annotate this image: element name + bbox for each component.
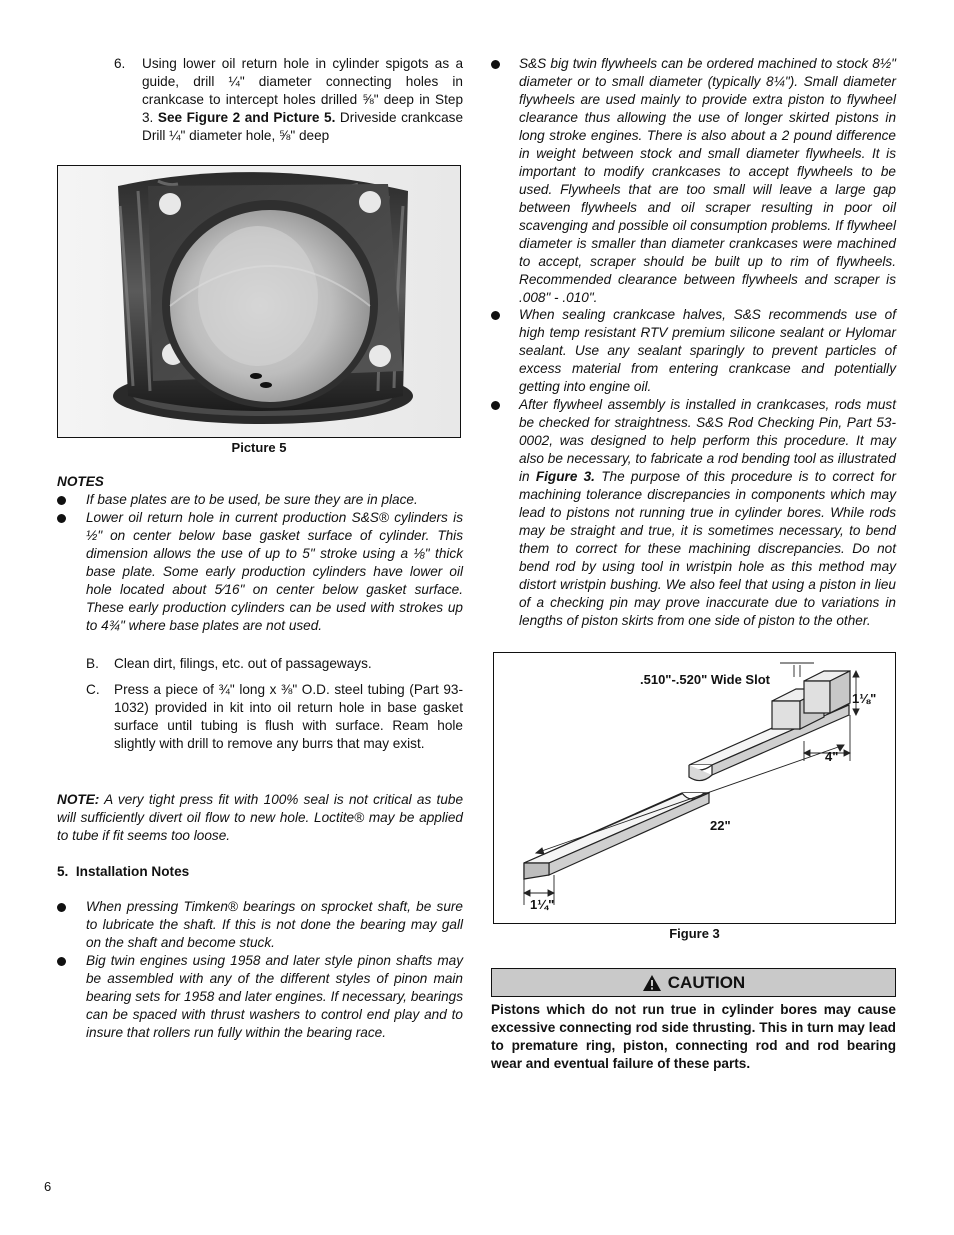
note-label: NOTE:	[57, 792, 100, 807]
four-inch-label: 4"	[825, 749, 839, 764]
width-label: 1¼"	[530, 897, 555, 912]
figure-3-caption: Figure 3	[669, 926, 720, 941]
caution-banner	[491, 968, 896, 997]
slot-label: .510"-.520" Wide Slot	[640, 672, 770, 687]
caution-title: CAUTION	[667, 972, 746, 992]
picture-5-caption: Picture 5	[231, 440, 287, 455]
bullet-dot-icon	[491, 401, 500, 410]
rod-check-note-text: After flywheel assembly is installed in crankcases, rods must be checked for straightness. S&S Rod Checking Pin, Part 53-0002, was designed to help perform this procedure. It may also be necessary, to fabricate a rod bending tool as illustrated in Figure 3. The purpose of this procedure is to correct for machining tolerance discrepancies in components which may lead to pistons not running true in cylinder bores. While rods may be straight and true, it is sometimes necessary, to bend them to correct for these machining discrepancies. Do not bend rod by using tool in wristpin hole as this method may distort wristpin bushing. We also feel that using a piston in lieu of a checking pin may prove inaccurate due to variations in lengths of piston skirts from one side of piston to the other.	[519, 397, 896, 628]
install-note-text: When pressing Timken® bearings on sprocket shaft, be sure to lubricate the shaft. If this is not done the bearing may gall on the shaft and become stuck.	[86, 899, 463, 950]
note-text: A very tight press fit with 100% seal is not critical as tube will sufficiently divert oil flow to new hole. Loctite® may be applied to tube if fit seems too loose.	[57, 792, 464, 843]
notes-heading: NOTES	[57, 474, 104, 489]
page-number: 6	[44, 1179, 52, 1194]
step-text: Using lower oil return hole in cylinder spigots as a guide, drill ¼" diameter connecting holes in crankcase to intercept holes drilled ⅝" deep in Step 3. See Figure 2 and Picture 5. Driveside crankcase Drill ¼" diameter hole, ⅝" deep	[142, 56, 464, 143]
warning-triangle-icon	[642, 974, 662, 992]
step-number: B.	[86, 656, 99, 671]
notes-item-text: If base plates are to be used, be sure they are in place.	[86, 492, 418, 507]
sealant-note-text: When sealing crankcase halves, S&S recommends use of high temp resistant RTV premium silicone sealant or Hylomar sealant. Use any sealant sparingly to prevent particles of excess material from entering crankcase and potentially getting into engine oil.	[519, 307, 896, 394]
caution-text: Pistons which do not run true in cylinder bores may cause excessive connecting rod side thrusting. This in turn may lead to premature ring, piston, connecting rod and rod bearing wear and eventual failure of these parts.	[491, 1002, 896, 1071]
bullet-dot-icon	[57, 496, 66, 505]
flywheel-note-text: S&S big twin flywheels can be ordered machined to stock 8½" diameter or to small diameter (typically 8¼"). Small diameter flywheels are used mainly to provide extra piston to flywheel clearance thus allowing the use of longer skirted pistons in long stroke engines. There is also about a 2 pound difference in weight between stock and small diameter flywheels. It is important to modify crankcases to accept flywheels to be used. Flywheels that are too small will leave a large gap between flywheels and oil scraper resulting in poor oil scavenging and possible oil consumption problems. If flywheel diameter is smaller than diameter crankcases were machined to accept, scraper should be built up to rim of flywheels. Recommended clearance between flywheels and scraper is .008" - .010".	[519, 56, 896, 305]
step-number: C.	[86, 682, 100, 697]
cylinder-photo	[58, 166, 460, 437]
install-note-text: Big twin engines using 1958 and later style pinon shafts may be assembled with any of the different styles of pinon main bearing sets for 1958 and later engines. If necessary, bearings can be spaced with thrust washers to control end play and to insure that rollers run fully within the bearing race.	[86, 953, 463, 1040]
bullet-dot-icon	[57, 957, 66, 966]
step-number: 6.	[114, 56, 126, 71]
length-label: 22"	[710, 818, 731, 833]
height-label: 1⅛"	[852, 691, 877, 706]
step-text: Press a piece of ¾" long x ⅜" O.D. steel tubing (Part 93-1032) provided in kit into oil return hole in base gasket surface until tubing is flush with surface. Ream hole slightly with drill to remove any burrs that may exist.	[114, 682, 463, 751]
bullet-dot-icon	[491, 60, 500, 69]
figure-3-frame	[493, 652, 896, 924]
bullet-dot-icon	[57, 514, 66, 523]
step-text: Clean dirt, filings, etc. out of passageways.	[114, 656, 372, 671]
bullet-dot-icon	[57, 903, 66, 912]
bullet-dot-icon	[491, 311, 500, 320]
note-paragraph	[57, 791, 463, 845]
notes-item-text: Lower oil return hole in current production S&S® cylinders is ½" on center below base gasket surface of cylinder. This dimension allows the use of up to 5" stroke using a ⅛" thick base plate. Some early production cylinders have lower oil hole located about 5⁄16" on center below gasket surface. These early production cylinders can be used with strokes up to 4¾" where base plates are not used.	[86, 510, 463, 633]
section-title: 5. Installation Notes	[57, 864, 190, 879]
rod-bending-tool-diagram	[494, 653, 895, 923]
picture-5-frame	[57, 165, 461, 438]
